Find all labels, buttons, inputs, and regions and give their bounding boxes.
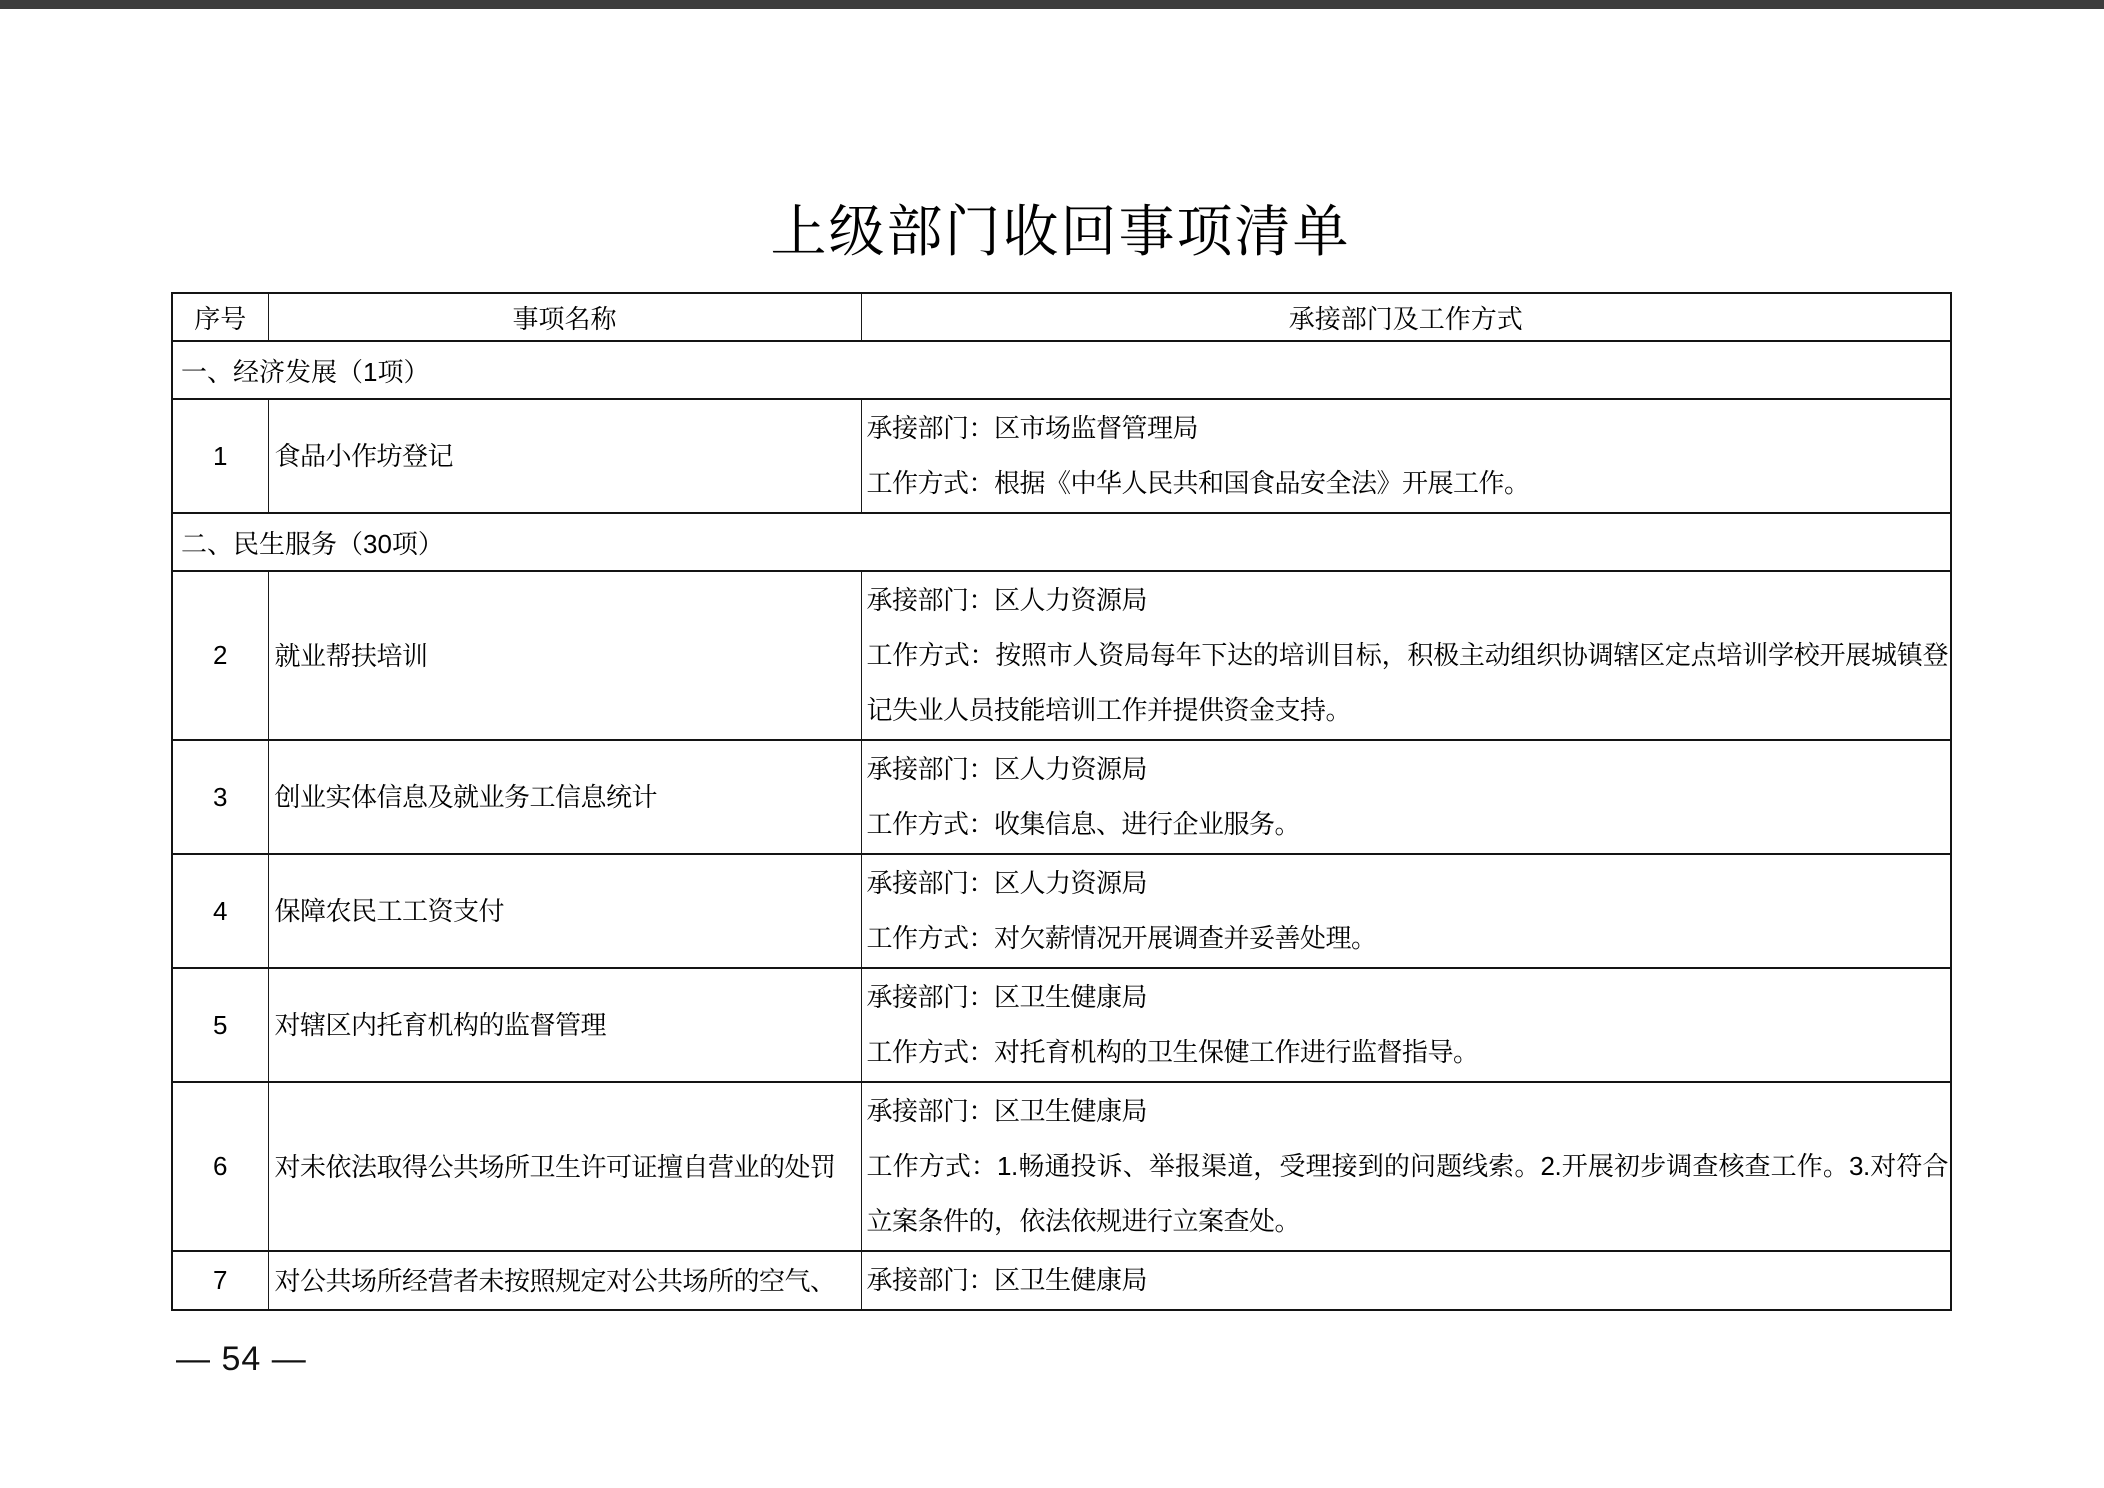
department-work-line: 承接部门：区人力资源局 [866, 868, 1148, 898]
item-name-cell: 对公共场所经营者未按照规定对公共场所的空气、 [268, 1251, 861, 1310]
department-work-line: 承接部门：区卫生健康局 [866, 1265, 1148, 1295]
section-row [172, 513, 1951, 571]
department-work-cell [861, 1082, 1951, 1251]
department-work-line: 工作方式：对欠薪情况开展调查并妥善处理。 [866, 923, 1377, 953]
department-work-line: 工作方式：按照市人资局每年下达的培训目标，积极主动组织协调辖区定点培训学校开展城镇登记失业人员技能培训工作并提供资金支持。 [866, 640, 1948, 725]
item-name-cell: 对未依法取得公共场所卫生许可证擅自营业的处罚 [268, 1082, 861, 1251]
table-row [172, 1251, 1951, 1310]
department-work-line: 工作方式：对托育机构的卫生保健工作进行监督指导。 [866, 1037, 1479, 1067]
row-number-cell: 3 [172, 740, 268, 854]
department-work-line: 承接部门：区人力资源局 [866, 754, 1148, 784]
department-work-line: 承接部门：区市场监督管理局 [866, 413, 1199, 443]
item-name-cell: 创业实体信息及就业务工信息统计 [268, 740, 861, 854]
table-row [172, 399, 1951, 513]
header-事项名称: 事项名称 [268, 293, 861, 341]
item-name-cell: 就业帮扶培训 [268, 571, 861, 740]
department-work-cell [861, 399, 1951, 513]
header-承接部门及工作方式: 承接部门及工作方式 [861, 293, 1951, 341]
item-name-cell: 食品小作坊登记 [268, 399, 861, 513]
row-number-cell: 1 [172, 399, 268, 513]
department-work-line: 工作方式：根据《中华人民共和国食品安全法》开展工作。 [866, 468, 1530, 498]
department-work-cell [861, 968, 1951, 1082]
table-row [172, 571, 1951, 740]
section-row [172, 341, 1951, 399]
table-row [172, 1082, 1951, 1251]
items-table [171, 292, 1952, 1311]
row-number-cell: 4 [172, 854, 268, 968]
page-number: — 54 — [176, 1340, 307, 1378]
row-number-cell: 5 [172, 968, 268, 1082]
department-work-line: 承接部门：区人力资源局 [866, 585, 1148, 615]
section-label: 一、经济发展（1项） [172, 341, 1951, 399]
item-name-cell: 对辖区内托育机构的监督管理 [268, 968, 861, 1082]
page-title: 上级部门收回事项清单 [770, 200, 1351, 263]
header-序号: 序号 [172, 293, 268, 341]
department-work-cell [861, 1251, 1951, 1310]
department-work-cell [861, 740, 1951, 854]
department-work-line: 承接部门：区卫生健康局 [866, 982, 1148, 1012]
table-row [172, 854, 1951, 968]
department-work-line: 工作方式：1.畅通投诉、举报渠道，受理接到的问题线索。2.开展初步调查核查工作。3.对符合立案条件的，依法依规进行立案查处。 [866, 1151, 1948, 1236]
row-number-cell: 6 [172, 1082, 268, 1251]
department-work-cell [861, 571, 1951, 740]
section-label: 二、民生服务（30项） [172, 513, 1951, 571]
item-name-cell: 保障农民工工资支付 [268, 854, 861, 968]
table-row [172, 968, 1951, 1082]
department-work-cell [861, 854, 1951, 968]
table-row [172, 740, 1951, 854]
row-number-cell: 2 [172, 571, 268, 740]
table-header-row [172, 293, 1951, 341]
scan-edge-bar [0, 0, 2104, 9]
department-work-line: 工作方式：收集信息、进行企业服务。 [866, 809, 1301, 839]
row-number-cell: 7 [172, 1251, 268, 1310]
department-work-line: 承接部门：区卫生健康局 [866, 1096, 1148, 1126]
